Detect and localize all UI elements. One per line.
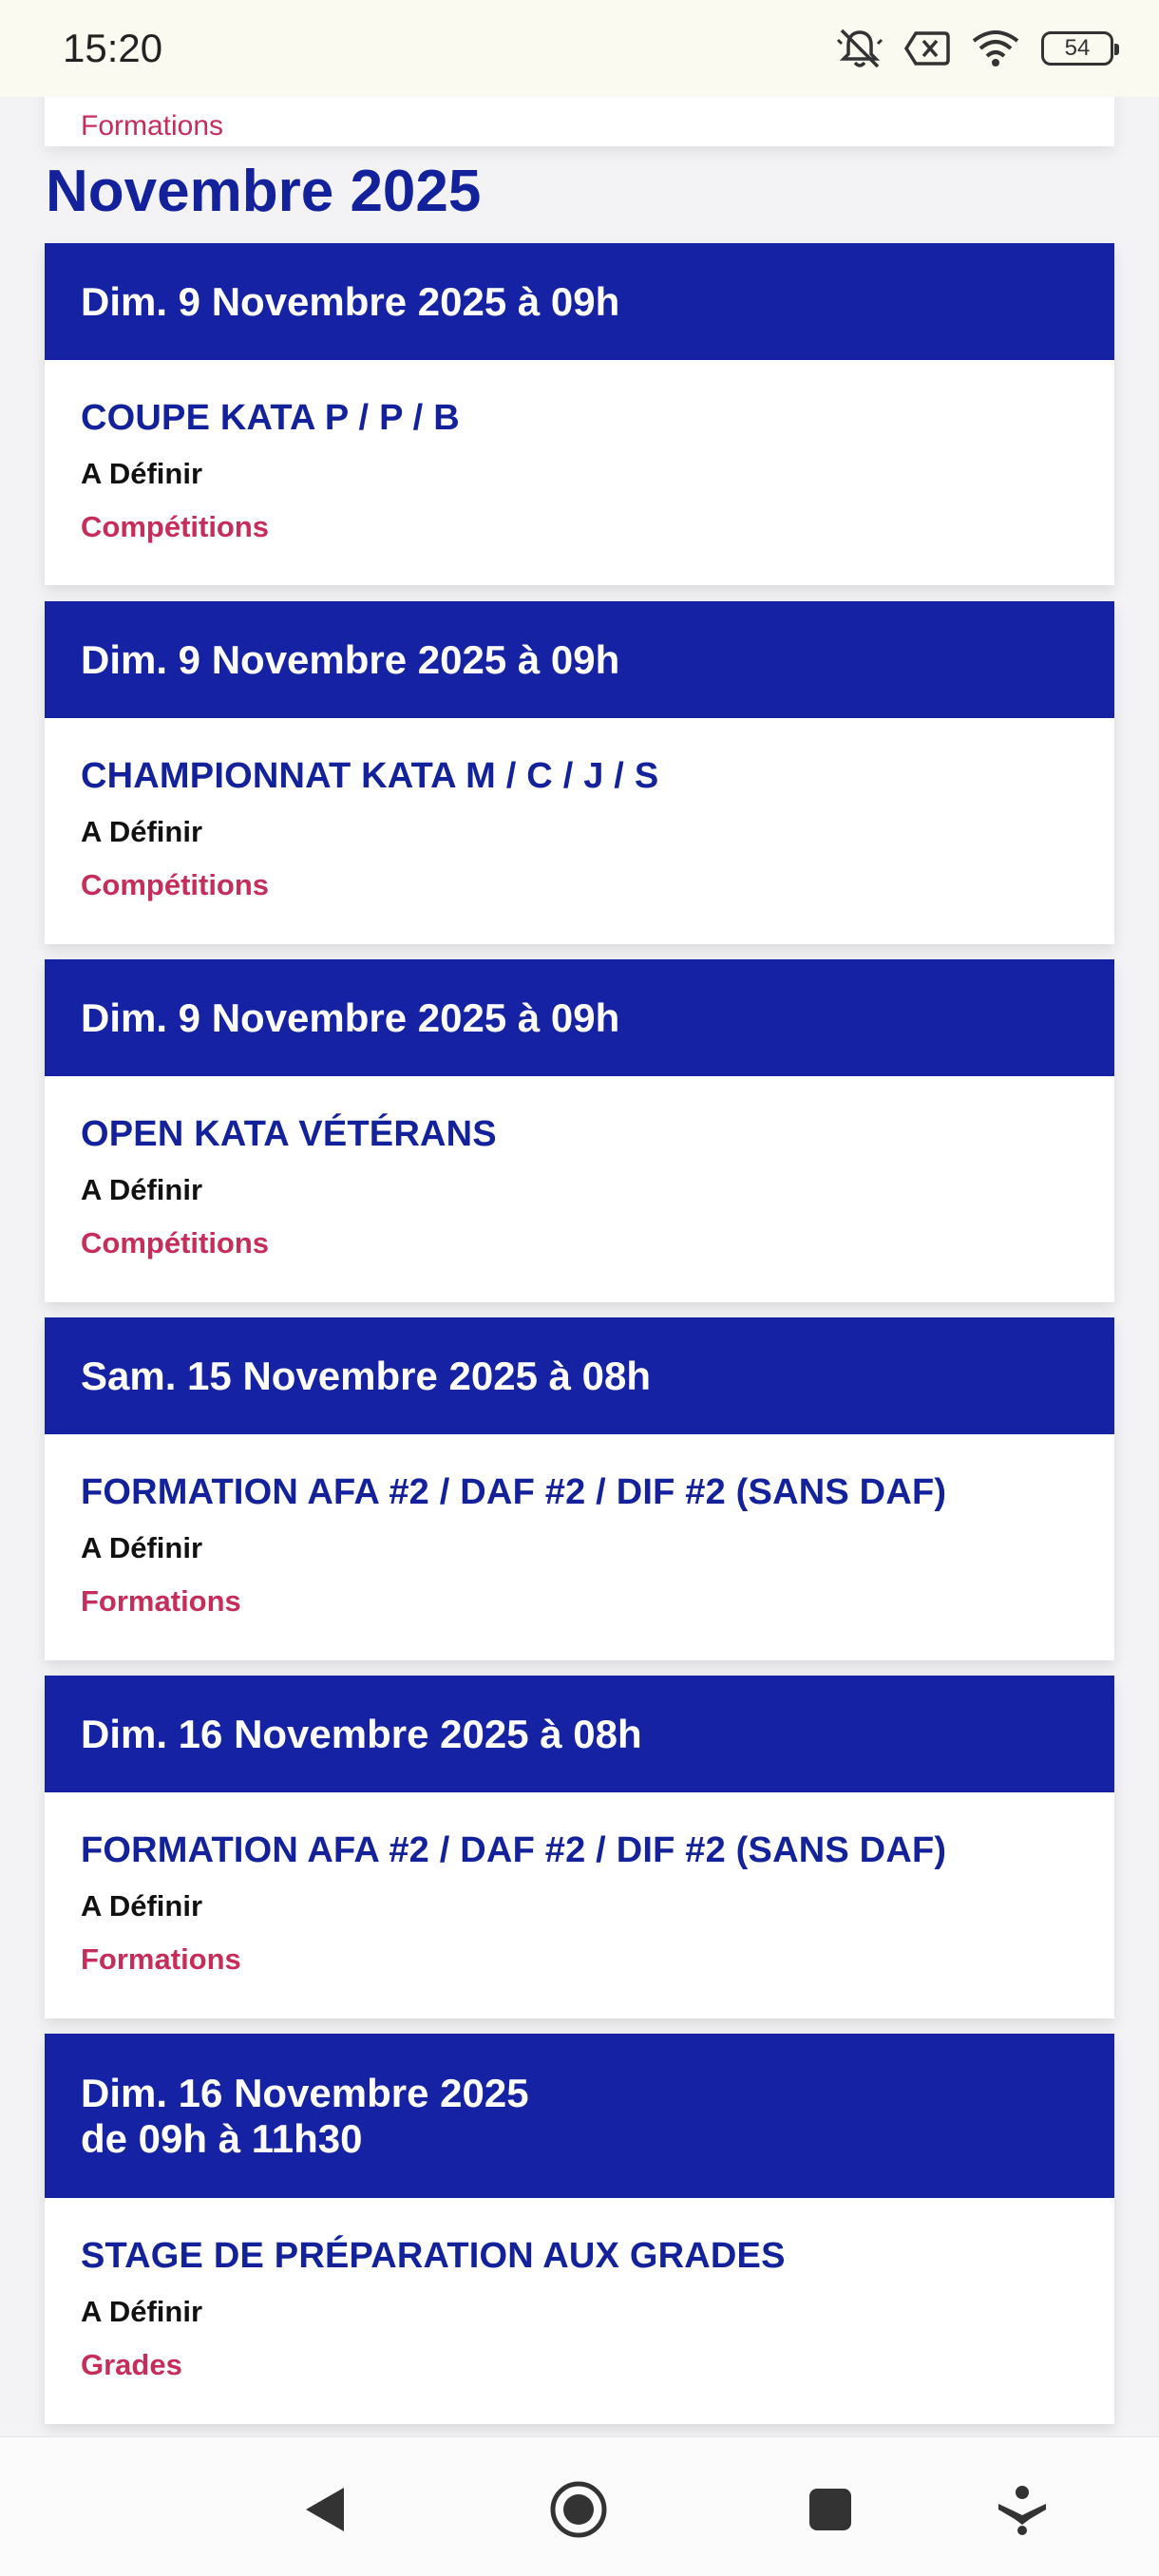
event-date-header <box>45 601 1114 718</box>
event-place: A Définir <box>81 2295 203 2328</box>
event-title[interactable]: FORMATION AFA #2 / DAF #2 / DIF #2 (SANS DAF) <box>81 1830 947 1870</box>
home-icon[interactable] <box>541 2472 617 2548</box>
event-card[interactable] <box>45 2034 1114 2424</box>
event-time-range: de 09h à 11h30 <box>81 2115 363 2161</box>
event-date: Dim. 16 Novembre 2025 <box>81 2071 529 2116</box>
battery-level: 54 <box>1064 35 1091 61</box>
event-date: Dim. 9 Novembre 2025 à 09h <box>81 278 620 324</box>
event-place: A Définir <box>81 1531 203 1564</box>
accessibility-icon[interactable] <box>984 2472 1060 2548</box>
event-card[interactable] <box>45 959 1114 1302</box>
month-title: Novembre 2025 <box>46 159 482 224</box>
event-title[interactable]: COUPE KATA P / P / B <box>81 398 460 438</box>
event-title[interactable]: CHAMPIONNAT KATA M / C / J / S <box>81 756 659 796</box>
event-date: Dim. 9 Novembre 2025 à 09h <box>81 636 620 682</box>
event-category[interactable]: Grades <box>81 2348 182 2381</box>
event-card[interactable] <box>45 601 1114 944</box>
event-date-header <box>45 243 1114 360</box>
battery-icon <box>1041 31 1113 66</box>
event-category[interactable]: Formations <box>81 1584 241 1618</box>
event-card[interactable] <box>45 1317 1114 1660</box>
event-title[interactable]: FORMATION AFA #2 / DAF #2 / DIF #2 (SANS DAF) <box>81 1472 947 1512</box>
event-place: A Définir <box>81 815 203 848</box>
recents-icon[interactable] <box>792 2472 868 2548</box>
event-category[interactable]: Formations <box>81 1942 241 1976</box>
event-place: A Définir <box>81 1173 203 1206</box>
event-category[interactable]: Compétitions <box>81 868 270 901</box>
muted-bell-icon <box>836 27 884 70</box>
event-date-header <box>45 1317 1114 1434</box>
event-title[interactable]: STAGE DE PRÉPARATION AUX GRADES <box>81 2236 786 2276</box>
event-category: Formations <box>81 110 224 142</box>
event-date-header <box>45 959 1114 1076</box>
sim-disabled-icon <box>904 29 950 67</box>
event-date: Dim. 9 Novembre 2025 à 09h <box>81 994 620 1040</box>
wifi-icon <box>971 29 1020 67</box>
navigation-bar <box>0 2436 1159 2576</box>
event-place: A Définir <box>81 457 203 490</box>
event-date: Dim. 16 Novembre 2025 à 08h <box>81 1711 642 1756</box>
event-category[interactable]: Compétitions <box>81 510 270 543</box>
event-title[interactable]: OPEN KATA VÉTÉRANS <box>81 1114 497 1154</box>
event-date-header <box>45 1676 1114 1792</box>
status-time: 15:20 <box>63 26 163 70</box>
back-icon[interactable] <box>287 2472 363 2548</box>
event-card[interactable] <box>45 1676 1114 2018</box>
status-bar <box>0 0 1159 97</box>
event-place: A Définir <box>81 1889 203 1923</box>
event-card[interactable] <box>45 243 1114 585</box>
event-category[interactable]: Compétitions <box>81 1226 270 1260</box>
event-date: Sam. 15 Novembre 2025 à 08h <box>81 1353 652 1398</box>
event-date-header <box>45 2034 1114 2198</box>
status-icons <box>836 27 1113 70</box>
